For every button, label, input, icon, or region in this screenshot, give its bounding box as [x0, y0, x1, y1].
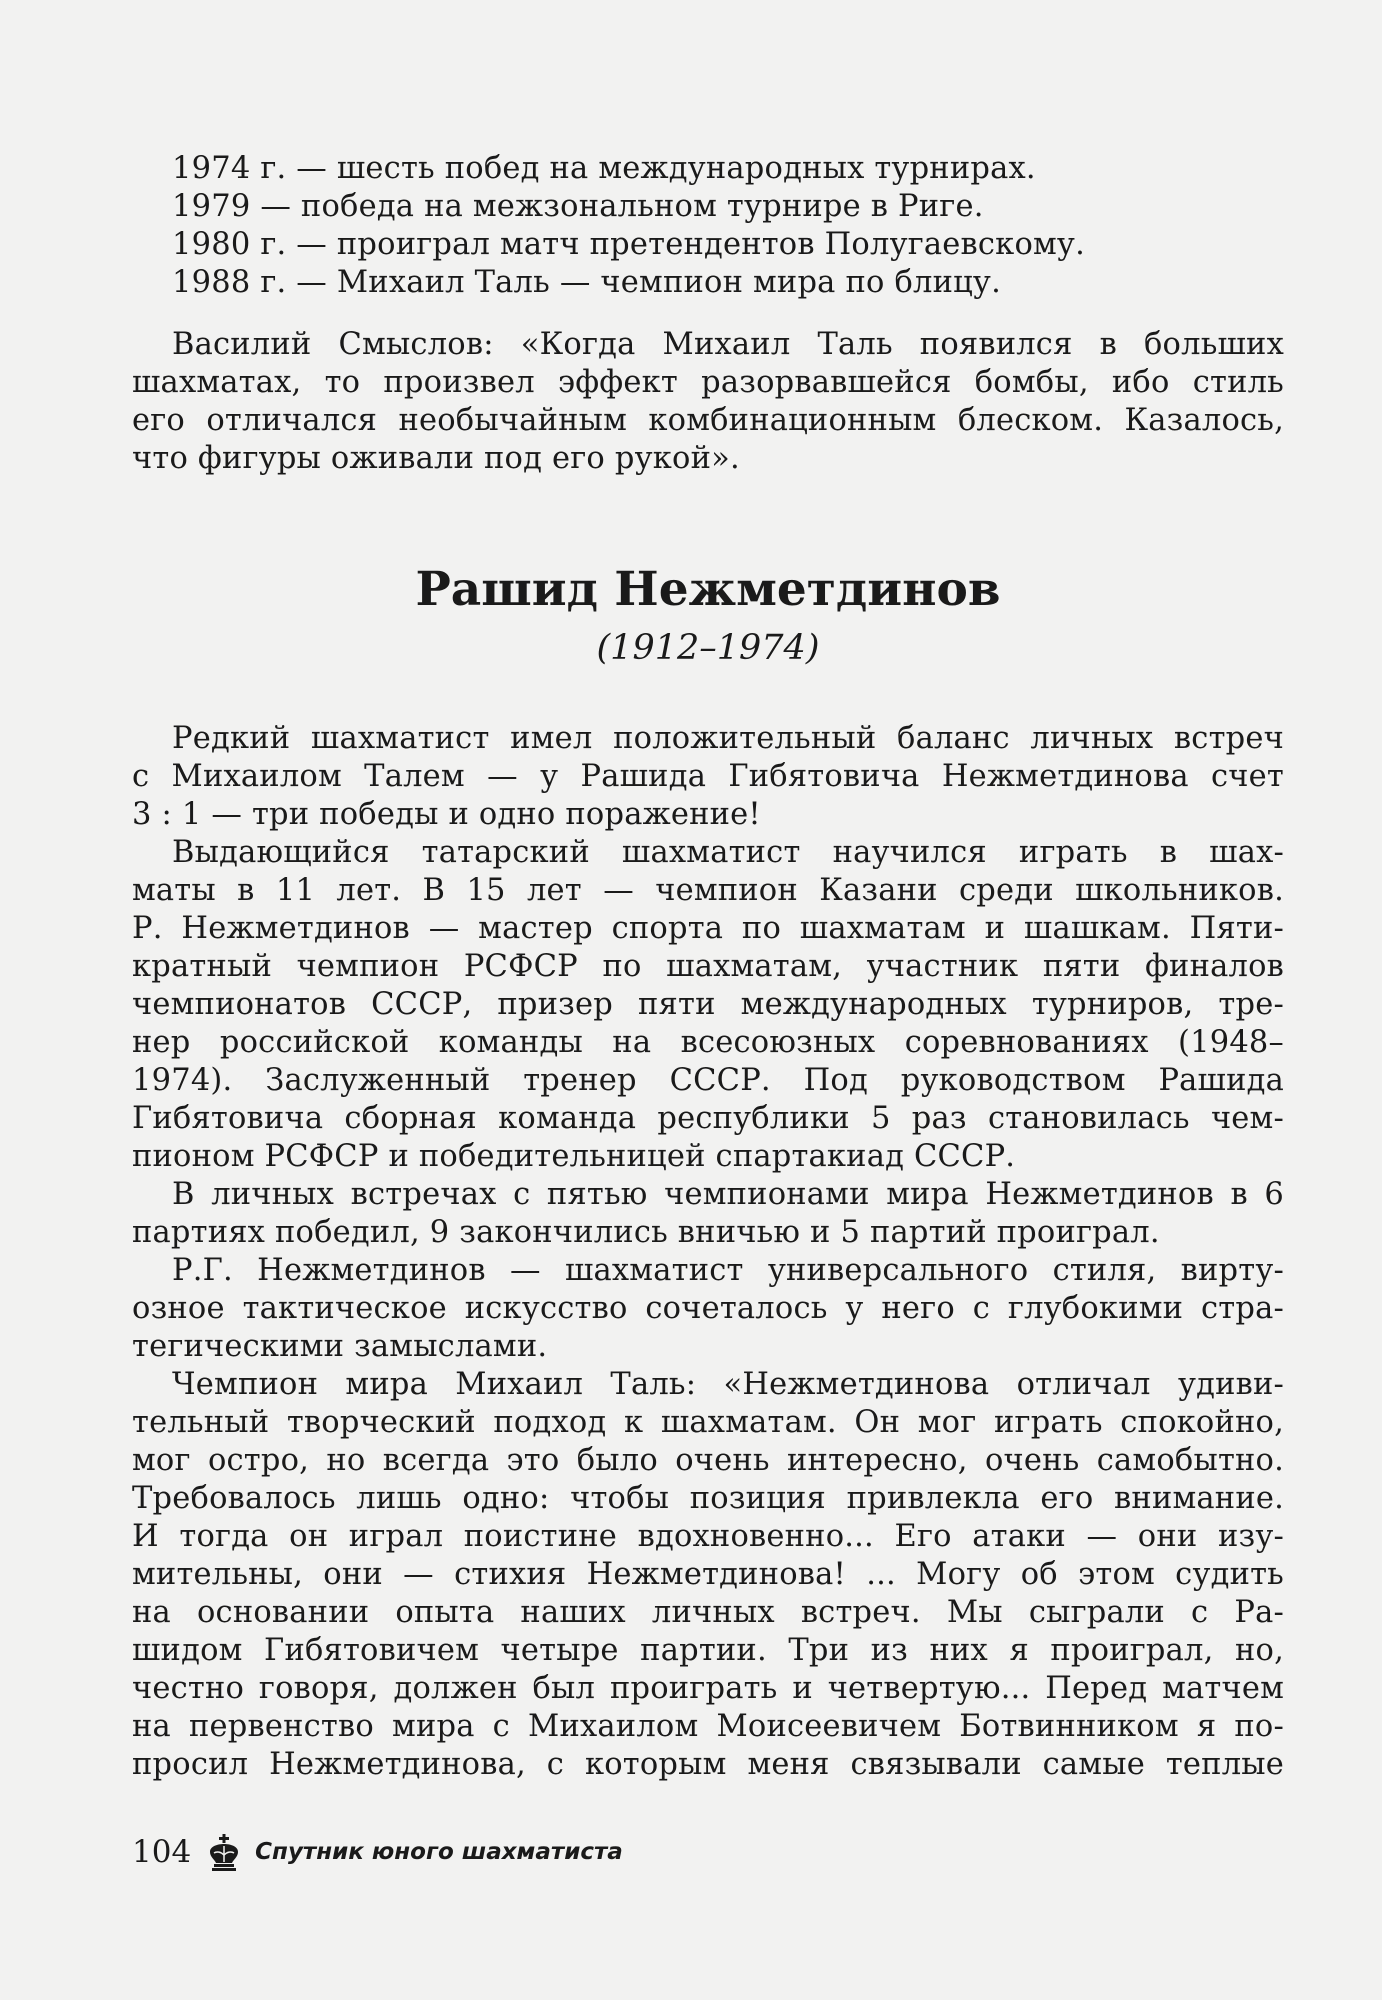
paragraph-line: честно говоря, должен был проиграть и четвертую... Перед матчем: [132, 1671, 1284, 1706]
chronology-line: 1974 г. — шесть побед на международных турнирах.: [172, 151, 1036, 186]
paragraph-line: 3 : 1 — три победы и одно поражение!: [132, 797, 761, 832]
page-footer: [132, 1830, 623, 1874]
paragraph-line: нер российской команды на всесоюзных соревнованиях (1948–: [132, 1025, 1284, 1060]
quote-line: Василий Смыслов: «Когда Михаил Таль появился в больших: [172, 327, 1284, 362]
paragraph-line: Редкий шахматист имел положительный баланс личных встреч: [172, 721, 1284, 756]
paragraph-line: маты в 11 лет. В 15 лет — чемпион Казани среди школьников.: [132, 873, 1284, 908]
paragraph-line: просил Нежметдинова, с которым меня связывали самые теплые: [132, 1747, 1284, 1782]
paragraph-line: И тогда он играл поистине вдохновенно... Его атаки — они изу-: [132, 1519, 1284, 1554]
chess-king-icon: [207, 1833, 241, 1871]
paragraph-line: Р.Г. Нежметдинов — шахматист универсального стиля, вирту-: [172, 1253, 1284, 1288]
section-title: Рашид Нежметдинов: [415, 562, 1001, 617]
paragraph-line: кратный чемпион РСФСР по шахматам, участник пяти финалов: [132, 949, 1284, 984]
paragraph-line: 1974). Заслуженный тренер СССР. Под руководством Рашида: [132, 1063, 1284, 1098]
paragraph-line: Р. Нежметдинов — мастер спорта по шахматам и шашкам. Пяти-: [132, 911, 1284, 946]
chronology-line: 1988 г. — Михаил Таль — чемпион мира по блицу.: [172, 265, 1001, 300]
paragraph-line: с Михаилом Талем — у Рашида Гибятовича Нежметдинова счет: [132, 759, 1284, 794]
paragraph-line: В личных встречах с пятью чемпионами мира Нежметдинов в 6: [172, 1177, 1284, 1212]
paragraph-line: тельный творческий подход к шахматам. Он мог играть спокойно,: [132, 1405, 1284, 1440]
paragraph-line: шидом Гибятовичем четыре партии. Три из них я проиграл, но,: [132, 1633, 1284, 1668]
paragraph-line: на первенство мира с Михаилом Моисеевичем Ботвинником я по-: [132, 1709, 1284, 1744]
paragraph-line: пионом РСФСР и победительницей спартакиад СССР.: [132, 1139, 1016, 1174]
paragraph-line: Чемпион мира Михаил Таль: «Нежметдинова отличал удиви-: [172, 1367, 1284, 1402]
paragraph-line: на основании опыта наших личных встреч. Мы сыграли с Ра-: [132, 1595, 1284, 1630]
paragraph-line: Требовалось лишь одно: чтобы позиция привлекла его внимание.: [132, 1481, 1284, 1516]
paragraph-line: тегическими замыслами.: [132, 1329, 548, 1364]
quote-line: шахматах, то произвел эффект разорвавшейся бомбы, ибо стиль: [132, 365, 1284, 400]
page-number: 104: [132, 1834, 192, 1870]
book-title: Спутник юного шахматиста: [255, 1839, 623, 1865]
paragraph-line: озное тактическое искусство сочеталось у него с глубокими стра-: [132, 1291, 1284, 1326]
paragraph-line: мог остро, но всегда это было очень интересно, очень самобытно.: [132, 1443, 1284, 1478]
quote-line: его отличался необычайным комбинационным блеском. Казалось,: [132, 403, 1284, 438]
paragraph-line: Гибятовича сборная команда республики 5 раз становилась чем-: [132, 1101, 1284, 1136]
chronology-line: 1980 г. — проиграл матч претендентов Полугаевскому.: [172, 227, 1085, 262]
chronology-line: 1979 — победа на межзональном турнире в Риге.: [172, 189, 984, 224]
section-years: (1912–1974): [596, 628, 820, 668]
paragraph-line: мительны, они — стихия Нежметдинова! ... Могу об этом судить: [132, 1557, 1284, 1592]
paragraph-line: Выдающийся татарский шахматист научился играть в шах-: [172, 835, 1284, 870]
quote-line: что фигуры оживали под его рукой».: [132, 441, 740, 476]
paragraph-line: партиях победил, 9 закончились вничью и 5 партий проиграл.: [132, 1215, 1160, 1250]
paragraph-line: чемпионатов СССР, призер пяти международных турниров, тре-: [132, 987, 1284, 1022]
